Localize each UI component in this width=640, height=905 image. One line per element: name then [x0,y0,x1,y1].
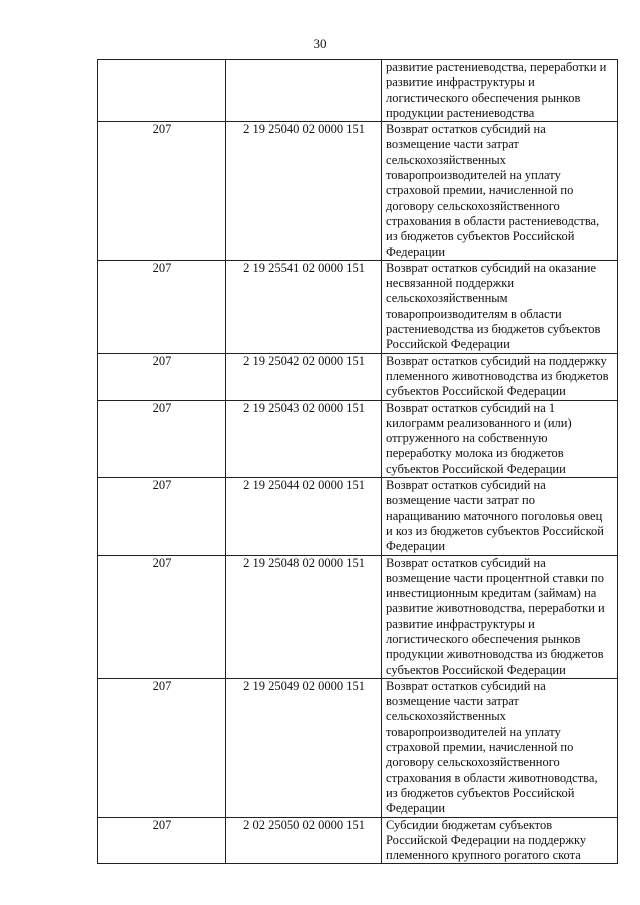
revenue-name-line: логистического обеспечения рынков [386,631,581,646]
revenue-name-cell [382,400,618,477]
budget-code-cell: 2 19 25040 02 0000 151 [226,122,382,261]
budget-code-cell: 2 19 25042 02 0000 151 [226,353,382,400]
admin-code-cell: 207 [98,260,226,353]
revenue-name-line: сельскохозяйственных [386,152,506,167]
revenue-name-line: Возврат остатков субсидий на поддержку [386,353,607,368]
budget-code-cell: 2 19 25541 02 0000 151 [226,260,382,353]
revenue-name-line: договору сельскохозяйственного [386,755,560,770]
table-row [98,817,618,864]
table-body [98,60,618,864]
admin-code-cell: 207 [98,353,226,400]
revenue-name-line: продукции растениеводства [386,105,535,120]
revenue-name-line: из бюджетов субъектов Российской [386,229,575,244]
budget-code-cell: 2 19 25049 02 0000 151 [226,678,382,817]
revenue-name-line: субъектов Российской Федерации [386,662,566,677]
revenue-name-line: сельскохозяйственным [386,291,508,306]
revenue-name-line: возмещение части процентной ставки по [386,570,604,585]
revenue-name-line: возмещение части затрат по [386,493,535,508]
revenue-name-cell [382,555,618,678]
revenue-name-cell [382,817,618,864]
table-row [98,122,618,261]
revenue-name-cell [382,678,618,817]
revenue-name-line: и коз из бюджетов субъектов Российской [386,523,604,538]
revenue-name-line: логистического обеспечения рынков [386,90,581,105]
revenue-name-line: Субсидии бюджетам субъектов [386,817,553,832]
revenue-name-line: страхования в области животноводства, [386,770,598,785]
table-row [98,678,618,817]
revenue-name-line: товаропроизводителей на уплату [386,168,561,183]
budget-code-cell: 2 19 25048 02 0000 151 [226,555,382,678]
revenue-name-line: Российской Федерации на поддержку [386,832,587,847]
revenue-name-line: Возврат остатков субсидий на [386,122,546,137]
table-row [98,260,618,353]
budget-code-cell: 2 19 25044 02 0000 151 [226,478,382,555]
admin-code-cell: 207 [98,122,226,261]
admin-code-cell: 207 [98,478,226,555]
revenue-name-line: Возврат остатков субсидий на [386,555,546,570]
revenue-name-line: килограмм реализованного и (или) [386,415,572,430]
revenue-name-line: племенного животноводства из бюджетов [386,368,609,383]
page-number: 30 [313,36,327,51]
revenue-name-line: развитие инфраструктуры и [386,75,535,90]
revenue-name-line: Возврат остатков субсидий на [386,478,546,493]
revenue-name-line: Российской Федерации [386,337,510,352]
revenue-name-cell [382,478,618,555]
revenue-name-line: возмещение части затрат [386,694,519,709]
admin-code-cell: 207 [98,555,226,678]
revenue-name-line: субъектов Российской Федерации [386,461,566,476]
revenue-name-line: сельскохозяйственных [386,709,506,724]
revenue-name-line: отгруженного на собственную [386,431,548,446]
revenue-name-cell [382,122,618,261]
admin-code-cell: 207 [98,678,226,817]
budget-code-cell: 2 02 25050 02 0000 151 [226,817,382,864]
revenue-name-line: Возврат остатков субсидий на оказание [386,260,597,275]
revenue-name-line: возмещение части затрат [386,137,519,152]
revenue-name-line: товаропроизводителей на уплату [386,724,561,739]
revenue-name-line: инвестиционным кредитам (займам) на [386,586,597,601]
revenue-name-line: развитие животноводства, переработки и [386,601,605,616]
table-row [98,353,618,400]
revenue-name-line: Возврат остатков субсидий на 1 [386,400,556,415]
revenue-name-cell [382,60,618,122]
revenue-name-line: развитие инфраструктуры и [386,616,535,631]
revenue-name-line: Федерации [386,801,446,816]
revenue-name-line: наращиванию маточного поголовья овец [386,508,603,523]
table-row [98,400,618,477]
revenue-name-cell [382,260,618,353]
revenue-name-line: товаропроизводителям в области [386,306,562,321]
revenue-name-line: несвязанной поддержки [386,276,515,291]
revenue-name-line: Федерации [386,244,446,259]
budget-code-cell [226,60,382,122]
revenue-name-line: из бюджетов субъектов Российской [386,785,575,800]
revenue-name-line: растениеводства из бюджетов субъектов [386,322,601,337]
revenue-name-line: страховой премии, начисленной по [386,740,574,755]
table-row [98,60,618,122]
revenue-name-line: субъектов Российской Федерации [386,384,566,399]
revenue-name-line: переработку молока из бюджетов [386,446,564,461]
revenue-name-line: развитие растениеводства, переработки и [386,60,607,74]
table-row [98,555,618,678]
admin-code-cell [98,60,226,122]
revenue-name-line: Федерации [386,539,446,554]
admin-code-cell: 207 [98,817,226,864]
revenue-name-line: племенного крупного рогатого скота [386,848,581,863]
revenue-name-line: договору сельскохозяйственного [386,198,560,213]
revenue-name-line: страховой премии, начисленной по [386,183,574,198]
admin-code-cell: 207 [98,400,226,477]
revenue-name-cell [382,353,618,400]
revenue-name-line: Возврат остатков субсидий на [386,678,546,693]
revenue-name-line: страхования в области растениеводства, [386,213,600,228]
revenue-name-line: продукции животноводства из бюджетов [386,647,604,662]
budget-classification-table [97,59,618,864]
budget-code-cell: 2 19 25043 02 0000 151 [226,400,382,477]
table-row [98,478,618,555]
